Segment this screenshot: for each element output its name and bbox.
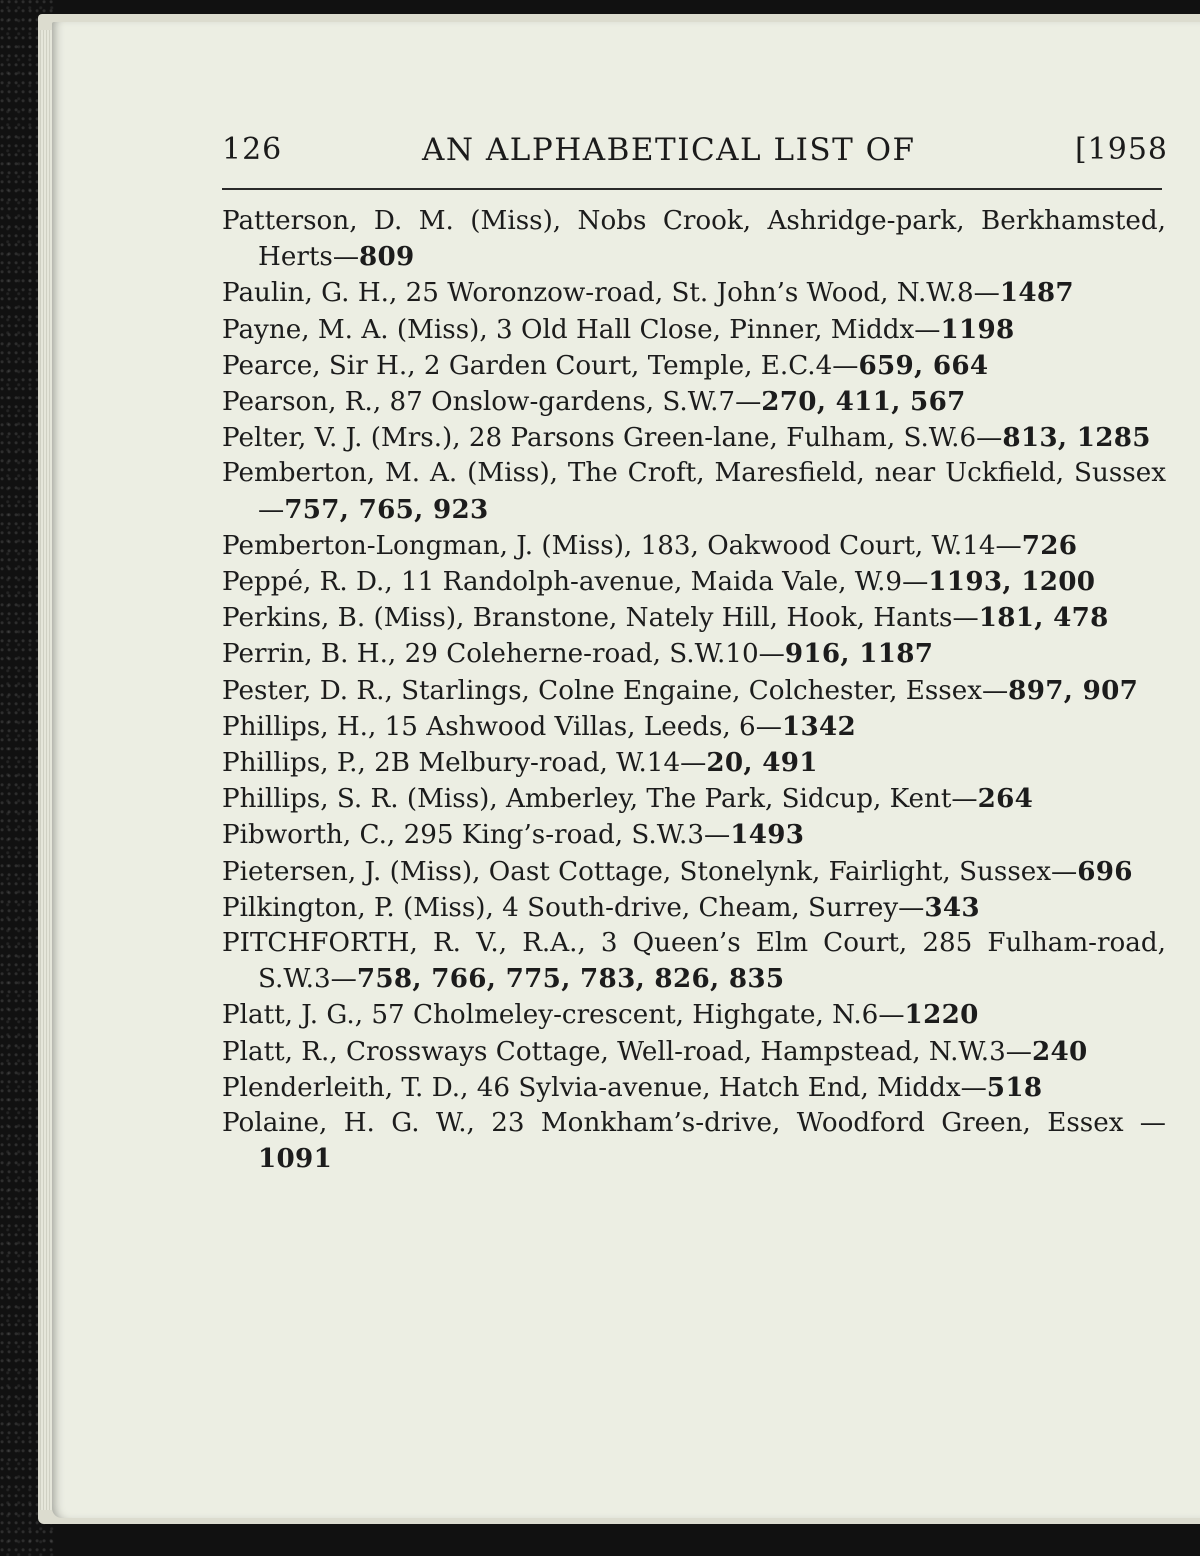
list-entry	[222, 384, 1166, 420]
entry-numbers: 1193, 1200	[928, 566, 1096, 598]
entry-text: Pietersen, J. (Miss), Oast Cottage, Stonelynk, Fairlight, Sussex—	[222, 856, 1078, 887]
list-entry	[222, 528, 1166, 564]
list-entry	[222, 997, 1166, 1033]
entry-text: Perrin, B. H., 29 Coleherne-road, S.W.10—	[222, 639, 785, 670]
entry-text: Perkins, B. (Miss), Branstone, Nately Hill, Hook, Hants—	[222, 603, 979, 634]
entry-numbers: 757, 765, 923	[284, 493, 489, 525]
list-entry	[222, 564, 1166, 600]
list-entry	[222, 1070, 1166, 1106]
entry-text: Phillips, P., 2B Melbury-road, W.14—	[222, 748, 707, 779]
entry-numbers: 897, 907	[1008, 674, 1139, 706]
entry-text: Pilkington, P. (Miss), 4 South-drive, Cheam, Surrey—	[222, 892, 925, 923]
entry-text: Pearson, R., 87 Onslow-gardens, S.W.7—	[222, 387, 762, 418]
list-entry	[222, 890, 1166, 926]
list-entry	[222, 817, 1166, 853]
list-entry	[222, 204, 1166, 275]
entry-text: Pearce, Sir H., 2 Garden Court, Temple, E.C.4—	[222, 350, 859, 381]
entry-text: Patterson, D. M. (Miss), Nobs Crook, Ashridge-park, Berkhamsted, Herts—	[222, 206, 1166, 273]
entry-numbers: 1487	[999, 277, 1074, 309]
entry-numbers: 1342	[781, 710, 857, 742]
running-header	[222, 132, 1168, 180]
entry-text: Phillips, S. R. (Miss), Amberley, The Park, Sidcup, Kent—	[222, 784, 978, 815]
list-entry	[222, 673, 1166, 709]
page-number: 126	[222, 132, 283, 167]
list-entry	[222, 1106, 1166, 1177]
list-entry	[222, 745, 1166, 781]
entry-text: Pester, D. R., Starlings, Colne Engaine, Colchester, Essex—	[222, 675, 1009, 706]
list-entry	[222, 1034, 1166, 1070]
list-entry	[222, 348, 1166, 384]
entry-numbers: 20, 491	[706, 747, 818, 779]
entry-numbers: 264	[977, 783, 1034, 815]
entry-numbers: 813, 1285	[1002, 422, 1151, 454]
entry-numbers: 181, 478	[978, 602, 1109, 634]
entry-text: Peppé, R. D., 11 Randolph-avenue, Maida Vale, W.9—	[222, 567, 929, 598]
entry-text: Phillips, H., 15 Ashwood Villas, Leeds, 6—	[222, 711, 782, 742]
header-year: [1958	[1074, 132, 1168, 167]
running-title: AN ALPHABETICAL LIST OF	[422, 132, 916, 168]
entry-text: Pemberton, M. A. (Miss), The Croft, Maresfield, near Uckfield, Sussex—	[222, 458, 1166, 525]
entry-text: Plenderleith, T. D., 46 Sylvia-avenue, Hatch End, Middx—	[222, 1072, 987, 1103]
list-entry	[222, 275, 1166, 311]
list-entry	[222, 709, 1166, 745]
entry-list	[222, 204, 1166, 1177]
entry-text: Payne, M. A. (Miss), 3 Old Hall Close, Pinner, Middx—	[222, 314, 941, 345]
list-entry	[222, 854, 1166, 890]
entry-numbers: 270, 411, 567	[761, 386, 966, 418]
entry-numbers: 343	[924, 891, 980, 923]
list-entry	[222, 781, 1166, 817]
list-entry	[222, 926, 1166, 997]
entry-text: Polaine, H. G. W., 23 Monkham’s-drive, Woodford Green, Essex —	[222, 1108, 1166, 1139]
entry-numbers: 809	[359, 241, 415, 273]
entry-numbers: 1198	[940, 313, 1015, 345]
entry-text: PITCHFORTH, R. V., R.A., 3 Queen’s Elm Court, 285 Fulham-road, S.W.3—	[222, 928, 1166, 995]
list-entry	[222, 456, 1166, 527]
entry-numbers: 696	[1077, 855, 1133, 887]
entry-text: Pemberton-Longman, J. (Miss), 183, Oakwood Court, W.14—	[222, 530, 1022, 561]
entry-numbers: 659, 664	[858, 349, 989, 381]
entry-numbers: 726	[1021, 529, 1078, 561]
header-rule	[222, 188, 1162, 190]
entry-numbers: 240	[1031, 1035, 1088, 1067]
entry-text: Pibworth, C., 295 King’s-road, S.W.3—	[222, 820, 731, 851]
entry-numbers: 916, 1187	[784, 638, 934, 670]
entry-numbers: 1493	[730, 819, 805, 851]
entry-numbers: 1220	[904, 999, 979, 1031]
entry-text: Platt, J. G., 57 Cholmeley-crescent, Highgate, N.6—	[222, 1000, 905, 1031]
entry-numbers: 758, 766, 775, 783, 826, 835	[356, 963, 785, 995]
entry-text: Paulin, G. H., 25 Woronzow-road, St. John’s Wood, N.W.8—	[222, 278, 1000, 309]
list-entry	[222, 600, 1166, 636]
entry-numbers: 1091	[258, 1143, 333, 1175]
list-entry	[222, 312, 1166, 348]
list-entry	[222, 420, 1166, 456]
entry-text: Pelter, V. J. (Mrs.), 28 Parsons Green-lane, Fulham, S.W.6—	[222, 423, 1003, 454]
entry-numbers: 518	[986, 1071, 1043, 1103]
list-entry	[222, 636, 1166, 672]
entry-text: Platt, R., Crossways Cottage, Well-road, Hampstead, N.W.3—	[222, 1036, 1032, 1067]
